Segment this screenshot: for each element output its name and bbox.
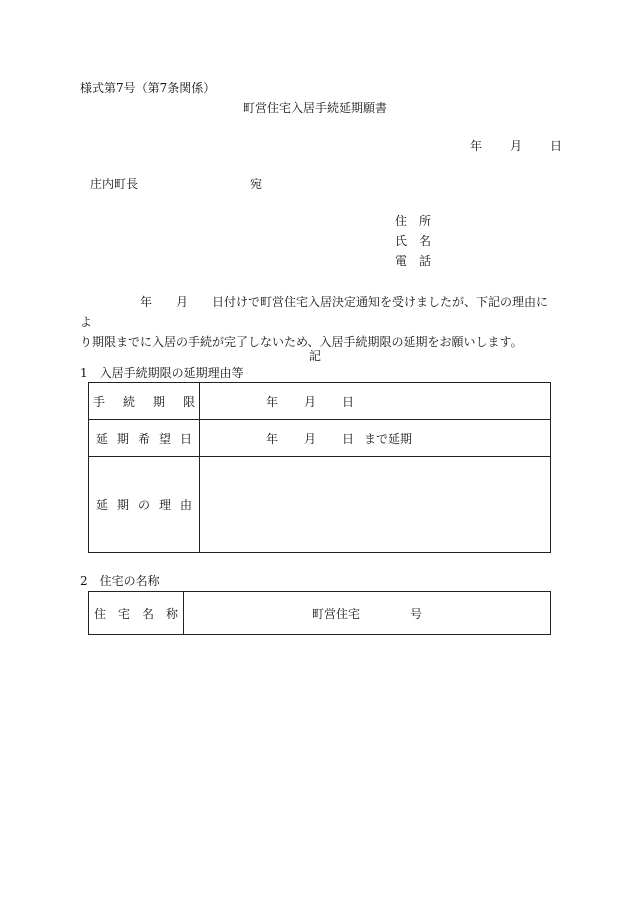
date-month-label: 月 [510,139,523,153]
value-day: 日 [342,431,355,446]
label-char: 住 [93,606,106,621]
table-row [89,383,551,420]
reason-value[interactable] [200,457,551,553]
label-char: 期 [153,394,166,409]
body-month: 月 [176,295,189,309]
addressee-name: 庄内町長 [90,177,139,191]
section2-heading: 2 住宅の名称 [80,574,160,588]
housing-prefix: 町営住宅 [311,606,360,621]
label-char: 手 [92,394,105,409]
table-row [89,592,551,635]
applicant-name-label: 氏 名 [395,234,432,248]
section1-table [88,382,551,553]
body-year: 年 [140,295,153,309]
request-body-text [80,292,555,352]
label-char: 限 [183,394,196,409]
extension-date-label [89,420,200,457]
ki-heading: 記 [308,349,321,363]
label-char: 由 [180,498,193,512]
label-char: 延 [95,431,108,446]
reason-label [89,457,200,553]
body-line1: 日付けで町営住宅入居決定通知を受けましたが、下記の理由によ [80,295,549,329]
label-char: 日 [180,431,193,446]
section1-heading: 1 入居手続期限の延期理由等 [80,366,244,380]
table-row [89,420,551,457]
value-year: 年 [266,431,279,446]
section2-table [88,591,551,635]
label-char: 続 [122,394,135,409]
housing-name-label [89,592,184,635]
submission-date-line [470,140,562,152]
label-char: の [137,498,150,512]
applicant-phone-label: 電 話 [395,254,432,268]
table-row [89,457,551,553]
label-char: 望 [159,431,172,446]
housing-suffix: 号 [410,606,423,621]
label-char: 理 [159,498,172,512]
label-char: 期 [116,498,129,512]
extension-date-value[interactable] [200,420,551,457]
value-year: 年 [266,394,279,409]
label-char: 希 [137,431,150,446]
deadline-label [89,383,200,420]
value-day: 日 [342,394,355,409]
label-char: 延 [95,498,108,512]
document-title: 町営住宅入居手続延期願書 [242,101,387,115]
label-char: 期 [116,431,129,446]
addressee-suffix: 宛 [250,177,263,191]
housing-name-value[interactable] [184,592,551,635]
label-char: 名 [142,606,155,621]
body-line2: り期限までに入居の手続が完了しないため、入居手続期限の延期をお願いします。 [80,335,523,349]
value-month: 月 [304,394,317,409]
value-month: 月 [304,431,317,446]
form-number: 様式第7号（第7条関係） [80,81,216,95]
value-suffix: まで延期 [364,431,413,446]
date-day-label: 日 [550,139,563,153]
applicant-address-label: 住 所 [395,214,432,228]
deadline-value[interactable] [200,383,551,420]
label-char: 称 [166,606,179,621]
date-year-label: 年 [470,139,483,153]
label-char: 宅 [117,606,130,621]
